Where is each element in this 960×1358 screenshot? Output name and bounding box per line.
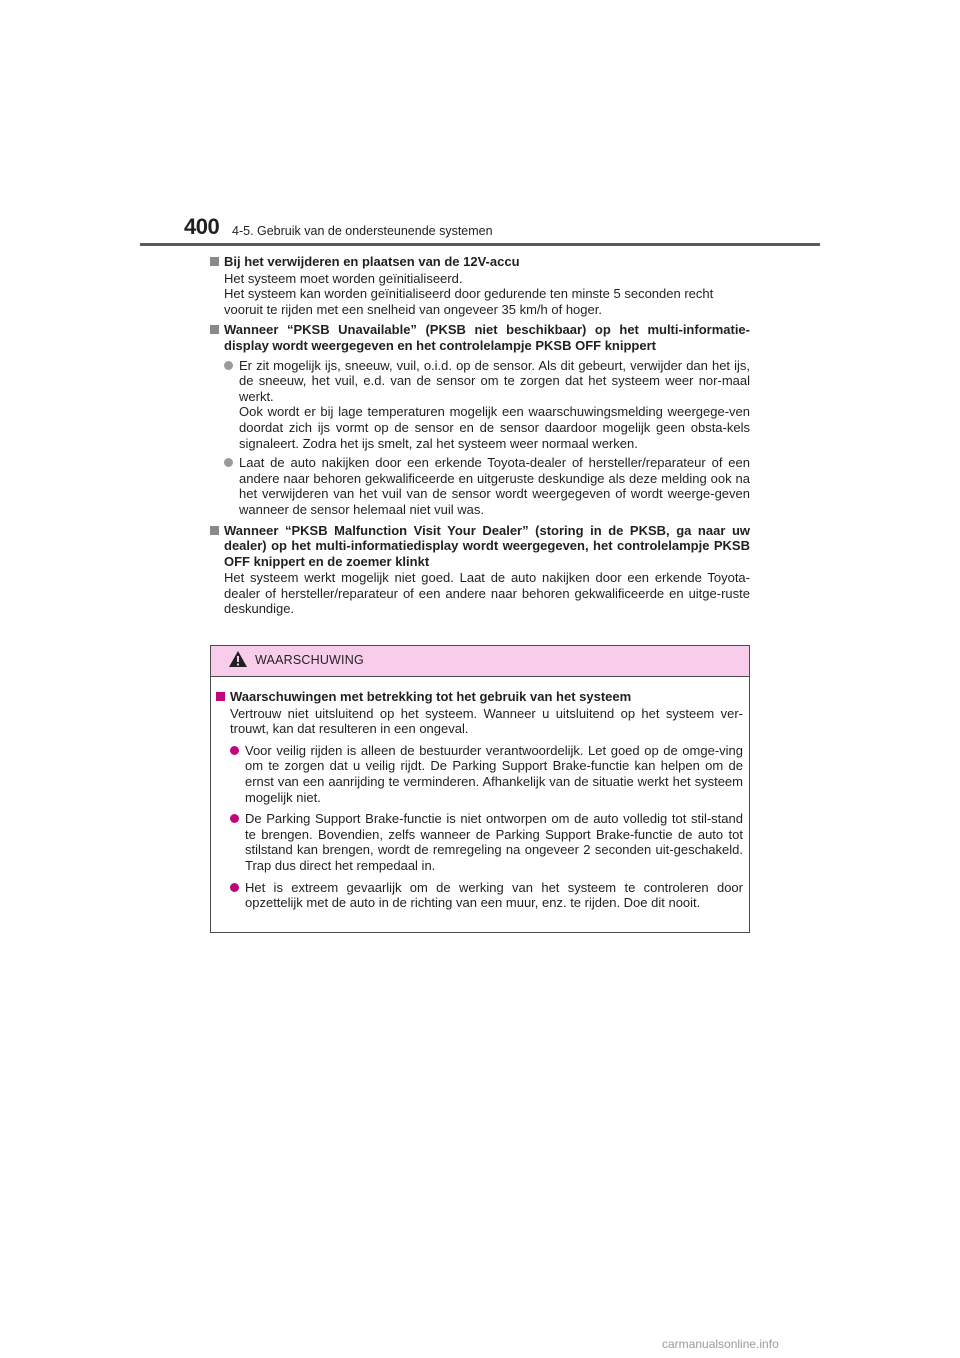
page-number: 400 xyxy=(184,214,220,239)
list-item: Er zit mogelijk ijs, sneeuw, vuil, o.i.d. op de sensor. Als dit gebeurt, verwijder dan het ijs, de sneeuw, het vuil, e.d. van de sensor om te zorgen dat het systeem weer nor-maal werkt. Ook wordt er bij lage temperaturen mogelijk een waarschuwingsmelding weergege-ven doordat zich ijs vormt op de sensor en de sensor daardoor mogelijk geen obsta-kels signaleert. Zodra het ijs smelt, zal het systeem weer normaal werken. xyxy=(210,358,750,452)
paragraph: Het systeem moet worden geïnitialiseerd. Het systeem kan worden geïnitialiseerd door gedurende ten minste 5 seconden recht vooruit te rijden met een snelheid van ongeveer 35 km/h of hoger. xyxy=(224,270,714,317)
section-pksb-malfunction xyxy=(210,523,750,618)
warning-heading: Waarschuwingen met betrekking tot het gebruik van het systeem xyxy=(216,689,743,705)
section-pksb-unavailable xyxy=(210,322,750,517)
square-bullet-icon xyxy=(210,526,219,535)
header-rule xyxy=(140,243,820,246)
list-item: Voor veilig rijden is alleen de bestuurder verantwoordelijk. Let goed op de omge-ving om te zorgen dat u veilig rijdt. De Parking Support Brake-functie kan helpen om de ernst van een aanrijding te verminderen. Afhankelijk van de situatie werkt het systeem mogelijk niet. xyxy=(216,743,743,805)
main-content xyxy=(210,254,750,622)
round-bullet-icon xyxy=(230,883,239,892)
section-heading: Bij het verwijderen en plaatsen van de 12V-accu xyxy=(210,254,750,270)
warning-box xyxy=(210,645,750,933)
warning-title: WAARSCHUWING xyxy=(255,653,364,667)
warning-intro: Vertrouw niet uitsluitend op het systeem. Wanneer u uitsluitend op het systeem ver-trouwt, kan dat resulteren in een ongeval. xyxy=(230,705,743,737)
round-bullet-icon xyxy=(230,746,239,755)
round-bullet-icon xyxy=(224,361,233,370)
list-item: Het is extreem gevaarlijk om de werking van het systeem te controleren door opzettelijk met de auto in de richting van een muur, enz. te rijden. Doe dit nooit. xyxy=(216,880,743,911)
round-bullet-icon xyxy=(230,814,239,823)
warning-body xyxy=(211,677,749,911)
list-item: Laat de auto nakijken door een erkende Toyota-dealer of hersteller/reparateur of een andere naar behoren gekwalificeerde en uitgeruste deskundige als deze melding ook na het verwijderen van het vuil van de sensor wordt weergegeven of wordt weerge-geven wanneer de sensor helemaal niet vuil was. xyxy=(210,455,750,517)
square-bullet-icon xyxy=(210,257,219,266)
section-title: 4-5. Gebruik van de ondersteunende systemen xyxy=(232,224,493,238)
watermark: carmanualsonline.info xyxy=(662,1337,779,1351)
warning-header xyxy=(211,646,749,677)
list-item: De Parking Support Brake-functie is niet ontworpen om de auto volledig tot stil-stand te brengen. Bovendien, zelfs wanneer de Parking Support Brake-functie de auto tot stilstand kan brengen, wordt de remregeling na ongeveer 2 seconden uit-geschakeld. Trap dus direct het rempedaal in. xyxy=(216,811,743,873)
warning-triangle-icon xyxy=(228,650,248,668)
section-heading: Wanneer “PKSB Malfunction Visit Your Dealer” (storing in de PKSB, ga naar uw dealer) op het multi-informatiedisplay wordt weergegeven, het controlelampje PKSB OFF knippert en de zoemer klinkt xyxy=(210,523,750,570)
section-heading: Wanneer “PKSB Unavailable” (PKSB niet beschikbaar) op het multi-informatie-display wordt weergegeven en het controlelampje PKSB OFF knippert xyxy=(210,322,750,353)
section-12v-battery xyxy=(210,254,750,317)
square-bullet-icon xyxy=(216,692,225,701)
round-bullet-icon xyxy=(224,458,233,467)
paragraph: Het systeem werkt mogelijk niet goed. Laat de auto nakijken door een erkende Toyota-dealer of hersteller/reparateur of een andere naar behoren gekwalificeerde en uitge-ruste deskundige. xyxy=(224,570,750,617)
square-bullet-icon xyxy=(210,325,219,334)
